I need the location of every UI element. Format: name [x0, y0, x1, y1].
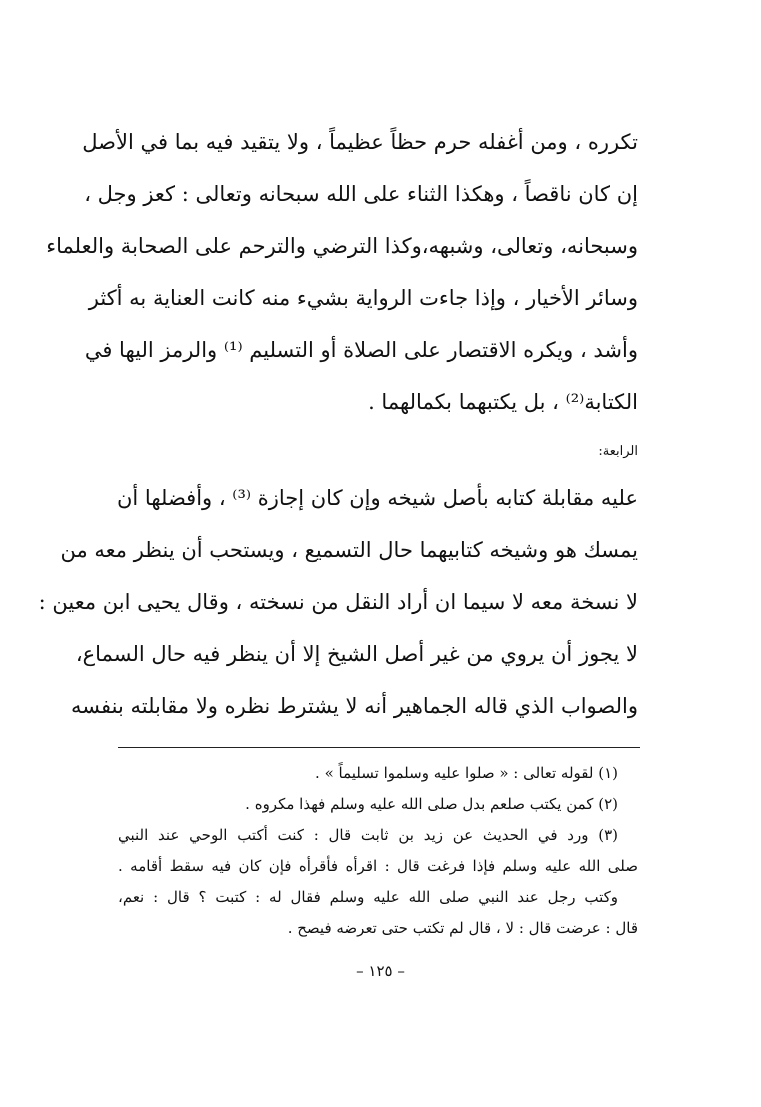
text-line: وسبحانه، وتعالى، وشبهه،وكذا الترضي والترحم على الصحابة والعلماء [46, 234, 638, 258]
footnote-line: (١) لقوله تعالى : « صلوا عليه وسلموا تسليماً » . [315, 764, 618, 782]
footnote-line: (٣) ورد في الحديث عن زيد بن ثابت قال : كنت أكتب الوحي عند النبي [118, 826, 618, 844]
page-number: – ١٢٥ – [356, 962, 405, 980]
text-line: وأشد ، ويكره الاقتصار على الصلاة أو التسليم ⁽¹⁾ والرمز اليها في [84, 338, 638, 362]
main-text [38, 116, 638, 732]
text-line: عليه مقابلة كتابه بأصل شيخه وإن كان إجازة ⁽³⁾ ، وأفضلها أن [116, 486, 638, 510]
footnote-line: صلى الله عليه وسلم فإذا فرغت قال : اقرأه فأقرأه فإن كان فيه سقط أقامه . [118, 857, 638, 875]
text-line: الكتابة⁽²⁾ ، بل يكتبهما بكمالهما . [368, 390, 638, 414]
footnote-line: (٢) كمن يكتب صلعم بدل صلى الله عليه وسلم فهذا مكروه . [245, 795, 618, 813]
text-line: يمسك هو وشيخه كتابيهما حال التسميع ، ويستحب أن ينظر معه من [60, 538, 638, 562]
footnote-line: وكتب رجل عند النبي صلى الله عليه وسلم فقال له : كتبت ؟ قال : نعم، [118, 888, 618, 906]
section-subheading: الرابعة: [598, 444, 638, 459]
footnote-line: قال : عرضت قال : لا ، قال لم تكتب حتى تعرضه فيصح . [287, 919, 638, 937]
text-line: وسائر الأخيار ، وإذا جاءت الرواية بشيء منه كانت العناية به أكثر [88, 286, 638, 310]
text-line: لا يجوز أن يروي من غير أصل الشيخ إلا أن ينظر فيه حال السماع، [75, 642, 638, 666]
text-line: إن كان ناقصاً ، وهكذا الثناء على الله سبحانه وتعالى : كعز وجل ، [84, 182, 638, 206]
footnote-divider [118, 747, 640, 748]
text-line: تكرره ، ومن أغفله حرم حظاً عظيماً ، ولا يتقيد فيه بما في الأصل [82, 130, 638, 154]
footnotes [118, 758, 638, 944]
text-line: لا نسخة معه لا سيما ان أراد النقل من نسخته ، وقال يحيى ابن معين : [38, 590, 638, 614]
text-line: والصواب الذي قاله الجماهير أنه لا يشترط نظره ولا مقابلته بنفسه [71, 694, 638, 718]
